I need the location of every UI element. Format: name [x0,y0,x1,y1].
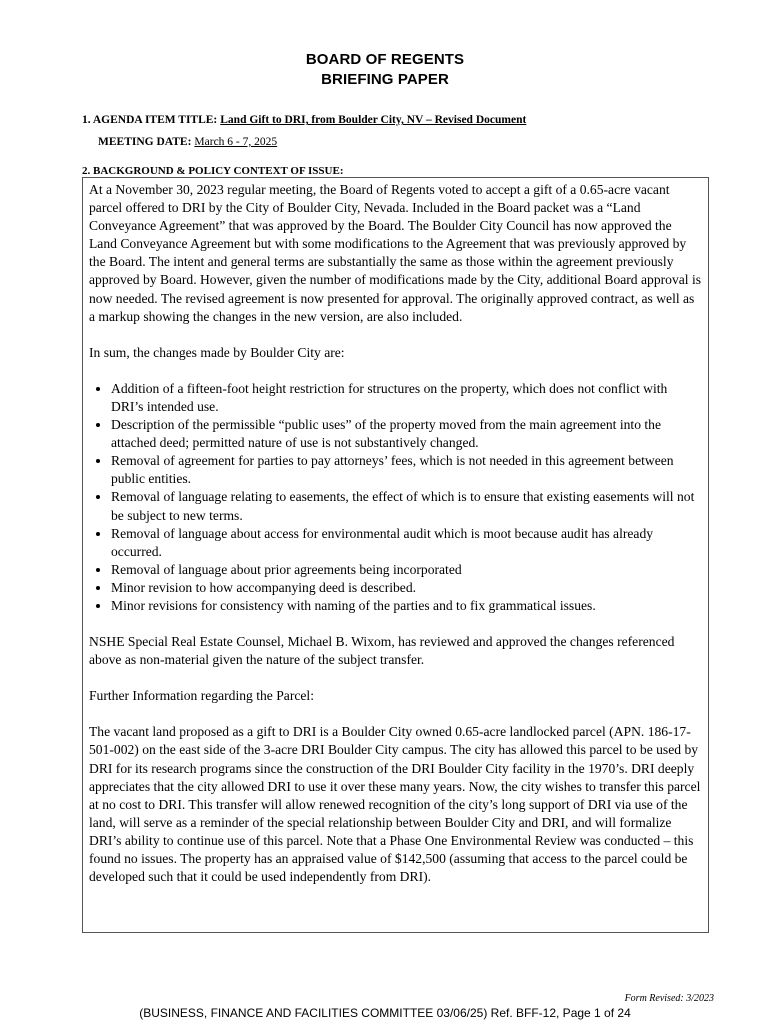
agenda-item-title [82,114,526,126]
page-footer: (BUSINESS, FINANCE AND FACILITIES COMMITTEE 03/06/25) Ref. BFF-12, Page 1 of 24 [139,1006,631,1020]
form-revised-note: Form Revised: 3/2023 [624,993,714,1004]
background-paragraph-5: The vacant land proposed as a gift to DRI is a Boulder City owned 0.65-acre landlocked parcel (APN. 186-17-501-002) on the east side of the 3-acre DRI Boulder City campus. The city has allowed this parcel to be used by DRI for its research programs since the construction of the DRI Boulder City facility in the 1970’s. DRI deeply appreciates that the city allowed DRI to use it over these many years. Now, the city wishes to transfer this parcel at no cost to DRI. This transfer will allow renewed recognition of the city’s long support of DRI via use of the land, will serve as a reminder of the special relationship between Boulder City and DRI, and will formalize DRI’s ability to continue use of this parcel. Note that a Phase One Environmental Review was conducted – this found no issues. The property has an appraised value of $142,500 (assuming that access to the parcel could be developed such that it could be used independently from DRI). [89,724,701,885]
meeting-date-label: MEETING DATE: [98,136,192,148]
list-item: • Removal of agreement for parties to pay attorneys’ fees, which is not needed in this agreement between public entities. [111,452,702,488]
changes-list [89,380,702,615]
list-item: • Addition of a fifteen-foot height restriction for structures on the property, which does not conflict with DRI’s intended use. [111,380,702,416]
document-subheading: BRIEFING PAPER [321,71,449,88]
agenda-item-label: 1. AGENDA ITEM TITLE: [82,114,218,126]
background-content-box [82,177,709,933]
list-item: • Removal of language relating to easements, the effect of which is to ensure that existing easements will not be subject to new terms. [111,488,702,524]
agenda-item-value: Land Gift to DRI, from Boulder City, NV – Revised Document [220,114,527,126]
background-paragraph-4: Further Information regarding the Parcel: [89,688,314,704]
list-item: • Removal of language about access for environmental audit which is moot because audit has already occurred. [111,525,702,561]
list-item: • Removal of language about prior agreements being incorporated [111,561,702,579]
background-paragraph-3: NSHE Special Real Estate Counsel, Michael B. Wixom, has reviewed and approved the changes referenced above as non-material given the nature of the subject transfer. [89,634,675,668]
background-section-label: 2. BACKGROUND & POLICY CONTEXT OF ISSUE: [82,165,344,177]
meeting-date [98,136,277,148]
list-item: • Description of the permissible “public uses” of the property moved from the main agreement into the attached deed; permitted nature of use is not substantively changed. [111,416,702,452]
background-paragraph-2: In sum, the changes made by Boulder City are: [89,344,345,360]
list-item: • Minor revision to how accompanying deed is described. [111,579,702,597]
list-item: • Minor revisions for consistency with naming of the parties and to fix grammatical issues. [111,597,702,615]
document-heading: BOARD OF REGENTS [305,51,465,68]
meeting-date-value: March 6 - 7, 2025 [194,136,278,148]
background-paragraph-1: At a November 30, 2023 regular meeting, the Board of Regents voted to accept a gift of a 0.65-acre vacant parcel offered to DRI by the City of Boulder City, Nevada. Included in the Board packet was a “Land Conveyance Agreement” that was approved by the Board. The Boulder City Council has now approved the Land Conveyance Agreement but with some modifications to the Agreement that was previously approved by the Board. The intent and general terms are substantially the same as those within the agreement previously approved by Board. However, given the number of modifications made by the City, additional Board approval is now needed. The revised agreement is now presented for approval. The originally approved contract, as well as a markup showing the changes in the new version, are also included. [89,182,702,324]
